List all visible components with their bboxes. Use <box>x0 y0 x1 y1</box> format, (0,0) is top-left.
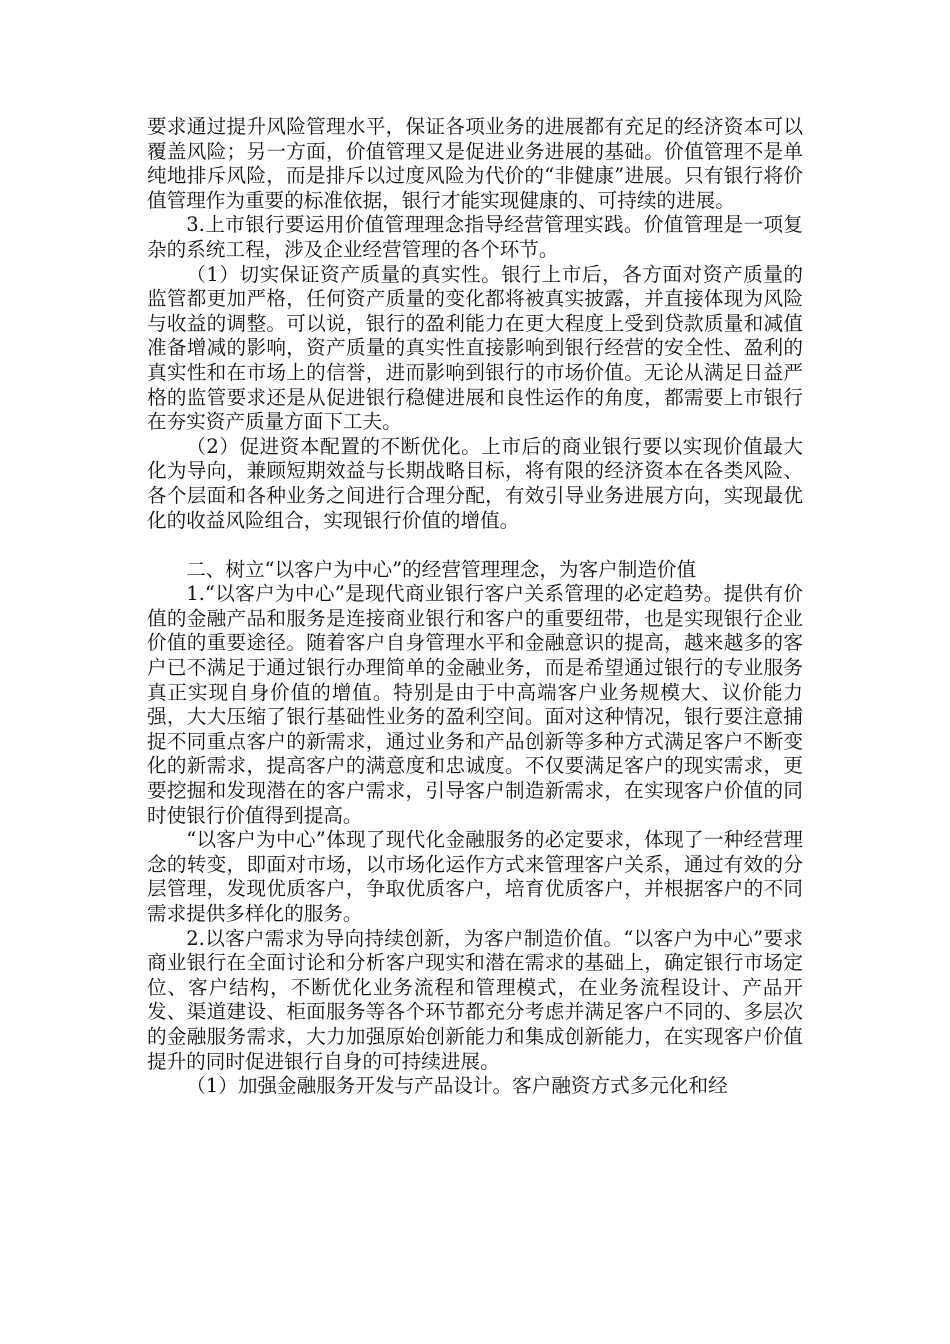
paragraph-value-management-risk: 要求通过提升风险管理水平，保证各项业务的进展都有充足的经济资本可以覆盖风险；另一方面，价值管理又是促进业务进展的基础。价值管理不是单纯地排斥风险，而是排斥以过度风险为代价的“非健康”进展。只有银行将价值管理作为重要的标准依据，银行才能实现健康的、可持续的进展。 <box>147 115 803 212</box>
section-heading-customer-centric: 二、树立“以客户为中心”的经营管理理念，为客户制造价值 <box>186 557 697 581</box>
paragraph-customer-concept: “以客户为中心”体现了现代化金融服务的必定要求，体现了一种经营理念的转变，即面对市场，以市场化运作方式来管理客户关系，通过有效的分层管理，发现优质客户，争取优质客户，培育优质客户，并根据客户的不同需求提供多样化的服务。 <box>147 828 803 925</box>
paragraph-asset-quality: （1）切实保证资产质量的真实性。银行上市后，各方面对资产质量的监管都更加严格，任何资产质量的变化都将被真实披露，并直接体现为风险与收益的调整。可以说，银行的盈利能力在更大程度上受到贷款质量和减值准备增减的影响，资产质量的真实性直接影响到银行经营的安全性、盈利的真实性和在市场上的信誉，进而影响到银行的市场价值。无论从满足日益严格的监管要求还是从促进银行稳健进展和良性运作的角度，都需要上市银行在夯实资产质量方面下工夫。 <box>147 262 803 434</box>
paragraph-capital-allocation: （2）促进资本配置的不断优化。上市后的商业银行要以实现价值最大化为导向，兼顾短期效益与长期战略目标，将有限的经济资本在各类风险、各个层面和各种业务之间进行合理分配，有效引导业务进展方向，实现最优化的收益风险组合，实现银行价值的增值。 <box>147 434 803 532</box>
paragraph-product-design: （1）加强金融服务开发与产品设计。客户融资方式多元化和经 <box>186 1074 728 1098</box>
document-body <box>147 115 803 1099</box>
paragraph-customer-trend: 1.“以客户为中心”是现代商业银行客户关系管理的必定趋势。提供有价值的金融产品和服务是连接商业银行和客户的重要纽带，也是实现银行企业价值的重要途径。随着客户自身管理水平和金融意识的提高，越来越多的客户已不满足于通过银行办理简单的金融业务，而是希望通过银行的专业服务真正实现自身价值的增值。特别是由于中高端客户业务规模大、议价能力强，大大压缩了银行基础性业务的盈利空间。面对这种情况，银行要注意捕捉不同重点客户的新需求，通过业务和产品创新等多种方式满足客户不断变化的新需求，提高客户的满意度和忠诚度。不仅要满足客户的现实需求，更要挖掘和发现潜在的客户需求，引导客户制造新需求，在实现客户价值的同时使银行价值得到提高。 <box>147 582 803 827</box>
paragraph-section-3: 3.上市银行要运用价值管理理念指导经营管理实践。价值管理是一项复杂的系统工程，涉及企业经营管理的各个环节。 <box>147 213 803 261</box>
paragraph-innovation: 2.以客户需求为导向持续创新，为客户制造价值。“以客户为中心”要求商业银行在全面讨论和分析客户现实和潜在需求的基础上，确定银行市场定位、客户结构，不断优化业务流程和管理模式，在业务流程设计、产品开发、渠道建设、柜面服务等各个环节都充分考虑并满足客户不同的、多层次的金融服务需求，大力加强原始创新能力和集成创新能力，在实现客户价值提升的同时促进银行自身的可持续进展。 <box>147 926 803 1073</box>
paragraph-spacer <box>147 533 803 558</box>
